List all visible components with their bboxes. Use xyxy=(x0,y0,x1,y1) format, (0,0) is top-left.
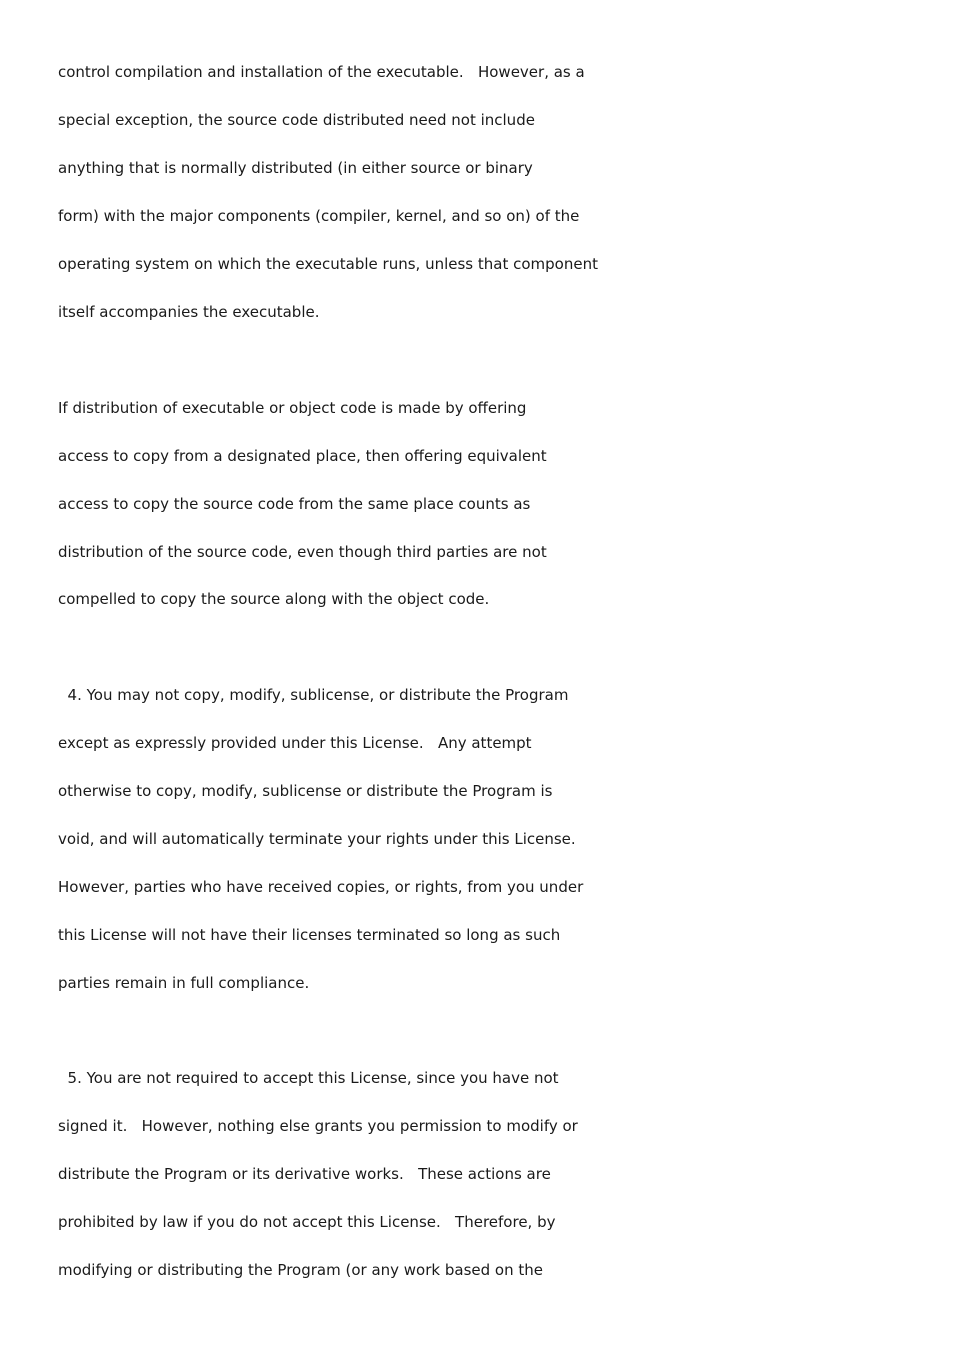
text-line: distribute the Program or its derivative works. These actions are xyxy=(58,1165,551,1183)
text-line: special exception, the source code distributed need not include xyxy=(58,111,535,129)
text-line: distribution of the source code, even though third parties are not xyxy=(58,543,547,561)
text-line: operating system on which the executable runs, unless that component xyxy=(58,255,598,273)
text-line: this License will not have their licenses terminated so long as such xyxy=(58,926,561,944)
text-line: otherwise to copy, modify, sublicense or distribute the Program is xyxy=(58,782,553,800)
text-line: However, parties who have received copies, or rights, from you under xyxy=(58,878,584,896)
text-line: 5. You are not required to accept this License, since you have not xyxy=(58,1069,559,1087)
text-line: access to copy the source code from the same place counts as xyxy=(58,495,531,513)
text-line: itself accompanies the executable. xyxy=(58,303,320,321)
text-line: prohibited by law if you do not accept this License. Therefore, by xyxy=(58,1213,556,1231)
text-line: If distribution of executable or object code is made by offering xyxy=(58,399,527,417)
text-line: parties remain in full compliance. xyxy=(58,974,310,992)
text-line: 4. You may not copy, modify, sublicense, or distribute the Program xyxy=(58,686,569,704)
text-line: control compilation and installation of the executable. However, as a xyxy=(58,63,585,81)
text-line: void, and will automatically terminate your rights under this License. xyxy=(58,830,576,848)
text-line: except as expressly provided under this License. Any attempt xyxy=(58,734,532,752)
text-line: anything that is normally distributed (in either source or binary xyxy=(58,159,533,177)
text-line: compelled to copy the source along with the object code. xyxy=(58,590,490,608)
text-line: modifying or distributing the Program (or any work based on the xyxy=(58,1261,543,1279)
text-line: access to copy from a designated place, then offering equivalent xyxy=(58,447,547,465)
text-line: signed it. However, nothing else grants you permission to modify or xyxy=(58,1117,578,1135)
text-line: form) with the major components (compiler, kernel, and so on) of the xyxy=(58,207,580,225)
